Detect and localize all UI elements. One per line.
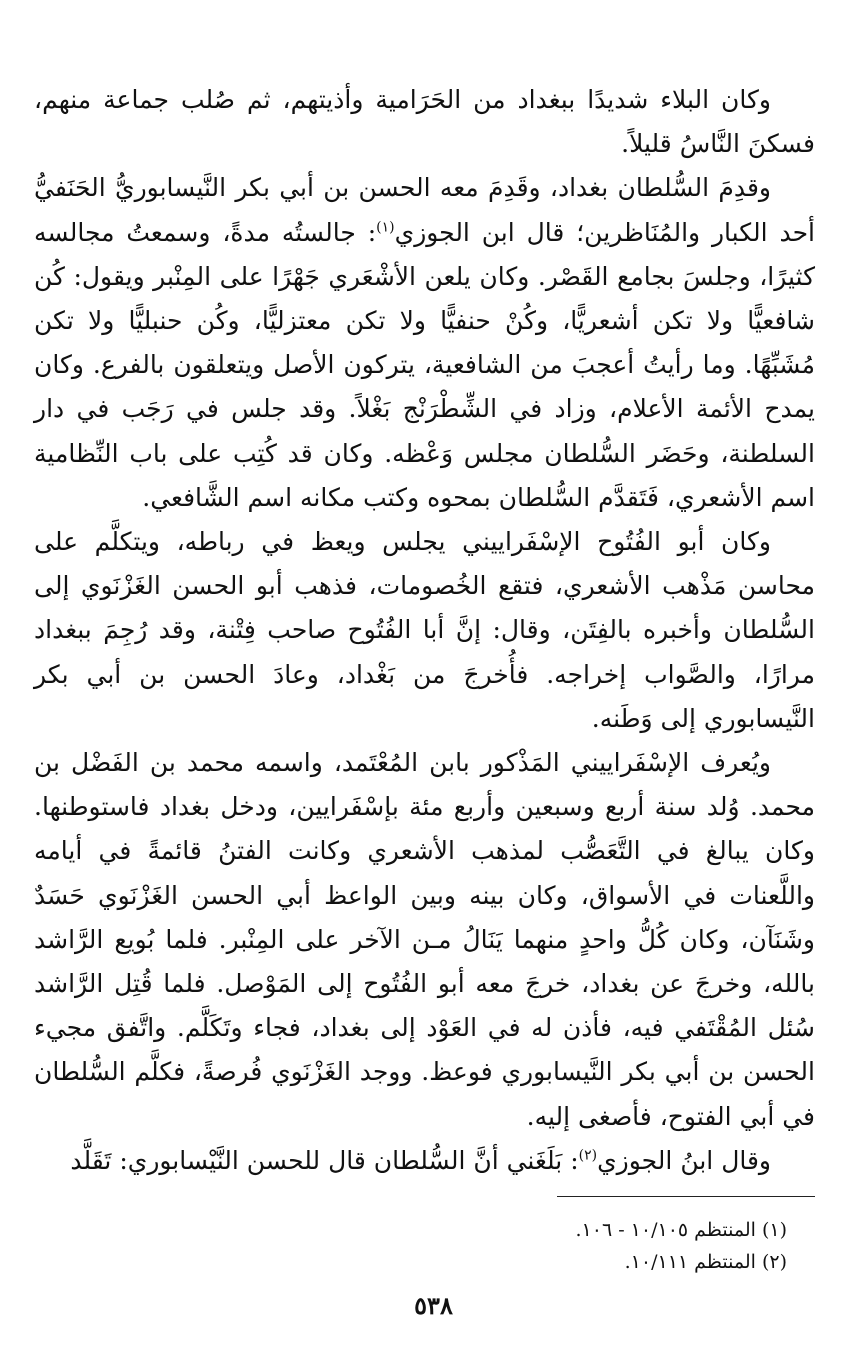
paragraph-2-start: وقدِمَ السُّلطان بغداد، وقَدِمَ معه الحسن بن أبي بكر النَّيسابوريُّ الحَنَفيُّ أحد الكبار والمُنَاظرين؛ قال ابن الجوزي <box>34 173 815 247</box>
page-number: ٥٣٨ <box>414 1291 453 1320</box>
paragraph-3: وكان أبو الفُتُوح الإسْفَراييني يجلس ويعظ في رباطه، ويتكلَّم على محاسن مَذْهب الأشعري، فتقع الخُصومات، فذهب أبو الحسن الغَزْنَوي إلى السُّلطان وأخبره بالفِتَن، وقال: إنَّ أبا الفُتُوح صاحب فِتْنة، وقد رُجِمَ ببغداد مرارًا، والصَّواب إخراجه. فأُخرجَ من بَغْداد، وعادَ الحسن بن أبي بكر النَّيسابوري إلى وَطَنه. <box>34 527 815 733</box>
footnote-mark-1: (١) <box>376 219 395 236</box>
footnote-2: (٢) المنتظم ١٠/١١١. <box>624 1251 787 1273</box>
paragraph-5-start: وقال ابنُ الجوزي <box>597 1145 771 1175</box>
paragraph-4: ويُعرف الإسْفَراييني المَذْكور بابن المُعْتَمد، واسمه محمد بن الفَضْل بن محمد. وُلد سنة أربع وسبعين وأربع مئة بإسْفَرايين، ودخل بغداد فاستوطنها. وكان يبالغ في التَّعَصُّب لمذهب الأشعري وكانت الفتنُ قائمةً في أيامه واللَّعنات في الأسواق، وكان بينه وبين الواعظ أبي الحسن الغَزْنَوي حَسَدٌ وشَنَآن، وكان كُلُّ واحدٍ منهما يَنَالُ مـن الآخر على المِنْبر. فلما بُويع الرَّاشد بالله، وخرجَ عن بغداد، خرجَ معه أبو الفُتُوح إلى المَوْصل. فلما قُتِل الرَّاشد سُئل المُقْتَفي فيه، فأذن له في العَوْد إلى بغداد، فجاء وتَكَلَّم. واتَّفق مجيء الحسن بن أبي بكر النَّيسابوري فوعظ. ووجد الغَزْنَوي فُرصةً، فكلَّم السُّلطان في أبي الفتوح، فأصغى إليه. <box>34 748 815 1131</box>
paragraph-5-rest: : بَلَغَني أنَّ السُّلطان قال للحسن النَّيْسابوري: تَقَلَّد <box>70 1145 579 1175</box>
footnotes <box>300 1214 787 1278</box>
footnote-separator <box>557 1196 815 1197</box>
footnote-mark-2: (٢) <box>578 1147 598 1164</box>
main-text <box>34 78 815 1183</box>
footnote-1: (١) المنتظم ١٠/١٠٥ - ١٠٦. <box>575 1219 787 1241</box>
paragraph-5 <box>34 1139 815 1183</box>
paragraph-2-rest: : جالستُه مدةً، وسمعتُ مجالسه كثيرًا، وجلسَ بجامع القَصْر. وكان يلعن الأشْعَري جَهْرًا على المِنْبر ويقول: كُن شافعيًّا ولا تكن أشعريًّا، وكُنْ حنفيًّا ولا تكن معتزليًّا، وكُن حنبليًّا ولا تكن مُشَبِّهًا. وما رأيتُ أعجبَ من الشافعية، يتركون الأصل ويتعلقون بالفرع. وكان يمدح الأئمة الأعلام، وزاد في الشِّطْرَنْج بَغْلاً. وقد جلس في رَجَب في دار السلطنة، وحَضَر السُّلطان مجلس وَعْظه. وكان قد كُتِب على باب النِّظامية اسم الأشعري، فَتَقدَّم السُّلطان بمحوه وكتب مكانه اسم الشَّافعي. <box>34 217 815 512</box>
paragraph-1: وكان البلاء شديدًا ببغداد من الحَرَامية وأذيتهم، ثم صُلب جماعة منهم، فسكنَ النَّاسُ قليلاً. <box>34 85 815 159</box>
paragraph-2 <box>34 166 815 520</box>
